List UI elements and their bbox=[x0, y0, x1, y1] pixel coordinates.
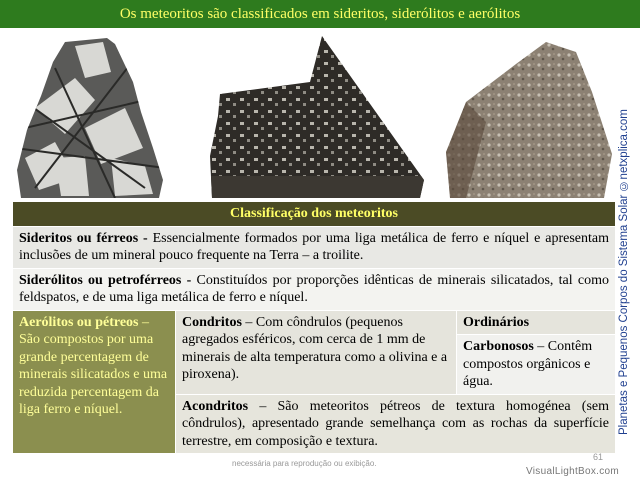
siderolitos-row bbox=[13, 268, 616, 310]
condritos-desc: – Com côndrulos (pequenos agregados esféricos, com cerca de 1 mm de minerais de alta temperatura como a olivina e a piroxena). bbox=[182, 314, 448, 382]
aerolitos-term: Aerólitos ou pétreos bbox=[19, 314, 139, 330]
siderolitos-desc: Constituídos por proporções idênticas de minerais silicatados, tal como feldspatos, e de uma liga metálica de ferro e níquel. bbox=[19, 272, 609, 305]
carbonosos-term: Carbonosos bbox=[463, 339, 534, 354]
meteorite-photos bbox=[0, 30, 620, 200]
slide-title: Os meteoritos são classificados em sideritos, siderólitos e aerólitos bbox=[0, 0, 640, 28]
sideritos-term: Sideritos ou férreos - bbox=[19, 230, 148, 246]
page-number: 61 bbox=[593, 452, 604, 462]
side-label: Planetas e Pequenos Corpos do Sistema Solar ©netxplica.com bbox=[618, 109, 630, 435]
sideritos-row bbox=[13, 226, 616, 268]
acondritos-desc: – São meteoritos pétreos de textura homogénea (sem côndrulos), apresentado grande semelhança com as rochas da superfície terrestre, em composição e textura. bbox=[182, 398, 609, 449]
ordinarios-term: Ordinários bbox=[463, 314, 530, 330]
sideritos-desc: Essencialmente formados por uma liga metálica de ferro e níquel e apresentam inclusões de um mineral pouco frequente na Terra – a troilite. bbox=[19, 230, 609, 263]
acondritos-cell bbox=[176, 394, 616, 454]
siderolite-photo bbox=[210, 36, 426, 200]
condritos-cell bbox=[176, 310, 457, 394]
aerolitos-desc: – São compostos por uma grande percentagem de minerais silicatados e uma reduzida percentagem da liga ferro e níquel. bbox=[19, 314, 168, 417]
footnote: necessária para reprodução ou exibição. bbox=[232, 459, 377, 468]
aerolitos-cell bbox=[13, 310, 176, 454]
table-header: Classificação dos meteoritos bbox=[13, 202, 616, 227]
siderolitos-term: Siderólitos ou petroférreos - bbox=[19, 272, 192, 288]
condritos-term: Condritos bbox=[182, 314, 242, 330]
ordinarios-cell bbox=[457, 310, 616, 335]
acondritos-term: Acondritos bbox=[182, 398, 249, 414]
aerolite-photo bbox=[446, 42, 614, 200]
watermark: VisualLightBox.com bbox=[526, 466, 620, 477]
carbonosos-desc: – Contêm compostos orgânicos e água. bbox=[463, 339, 593, 389]
classification-table bbox=[12, 201, 616, 454]
carbonosos-cell bbox=[457, 335, 616, 395]
siderite-photo bbox=[15, 38, 165, 200]
